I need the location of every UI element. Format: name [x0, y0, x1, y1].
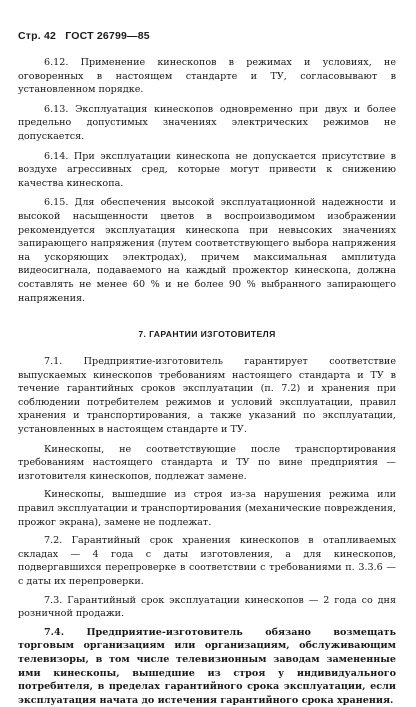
page-number: Стр. 42 [18, 30, 57, 42]
standard-code: ГОСТ 26799—85 [65, 30, 150, 42]
paragraph-6-15: 6.15. Для обеспечения высокой эксплуатационной надежности и высокой насыщенности цветов в воспроизводимом изображении рекомендуется эксплуатация кинескопа при невысоких значениях запирающего напряжения (путем соответствующего выбора напряжения на ускоряющих электродах), причем максимальная амплитуда видеосигнала, подаваемого на каждый прожектор кинескопа, должна составлять не менее 60 % и не более 90 % выбранного запирающего напряжения. [18, 197, 396, 304]
paragraph-6-13: 6.13. Эксплуатация кинескопов одновременно при двух и более предельно допустимых значениях электрических режимов не допускается. [18, 103, 396, 142]
section-title: 7. ГАРАНТИИ ИЗГОТОВИТЕЛЯ [138, 329, 276, 340]
paragraph-7-1: 7.1. Предприятие-изготовитель гарантирует соответствие выпускаемых кинескопов требованиям настоящего стандарта и ТУ в течение гарантийных сроков эксплуатации (п. 7.2) и хранения при соблюдении потребителем режимов и условий эксплуатации, правил хранения и транспортирования, а также указаний по эксплуатации, установленных в настоящем стандарте и ТУ. [18, 356, 396, 436]
paragraph-replacement: Кинескопы, не соответствующие после транспортирования требованиям настоящего стандарта и ТУ по вине предприятия — изготовителя кинескопов, подлежат замене. [18, 443, 396, 482]
paragraph-no-replacement: Кинескопы, вышедшие из строя из-за нарушения режима или правил эксплуатации и транспортирования (механические повреждения, прожог экрана), замене не подлежат. [18, 489, 396, 528]
page-header [18, 30, 396, 42]
paragraph-7-2: 7.2. Гарантийный срок хранения кинескопов в отапливаемых складах — 4 года с даты изготовления, а для кинескопов, подвергавшихся перепроверке в соответствии с требованиями п. 3.3.6 — с даты их перепроверки. [18, 535, 396, 587]
paragraph-7-4: 7.4. Предприятие-изготовитель обязано возмещать торговым организациям или организациям, обслуживающим телевизоры, в том числе телевизионным заводам замененные ими кинескопы, вышедшие из строя у индивидуального потребителя, в пределах гарантийного срока эксплуатации, если эксплуатация начата до истечения гарантийного срока хранения. [18, 626, 396, 706]
paragraph-6-14: 6.14. При эксплуатации кинескопа не допускается присутствие в воздухе агрессивных сред, которые могут привести к снижению качества кинескопа. [18, 150, 396, 189]
paragraph-7-3: 7.3. Гарантийный срок эксплуатации кинескопов — 2 года со дня розничной продажи. [18, 594, 396, 620]
paragraph-6-12: 6.12. Применение кинескопов в режимах и условиях, не оговоренных в настоящем стандарте и ТУ, согласовывают в установленном порядке. [18, 57, 396, 96]
